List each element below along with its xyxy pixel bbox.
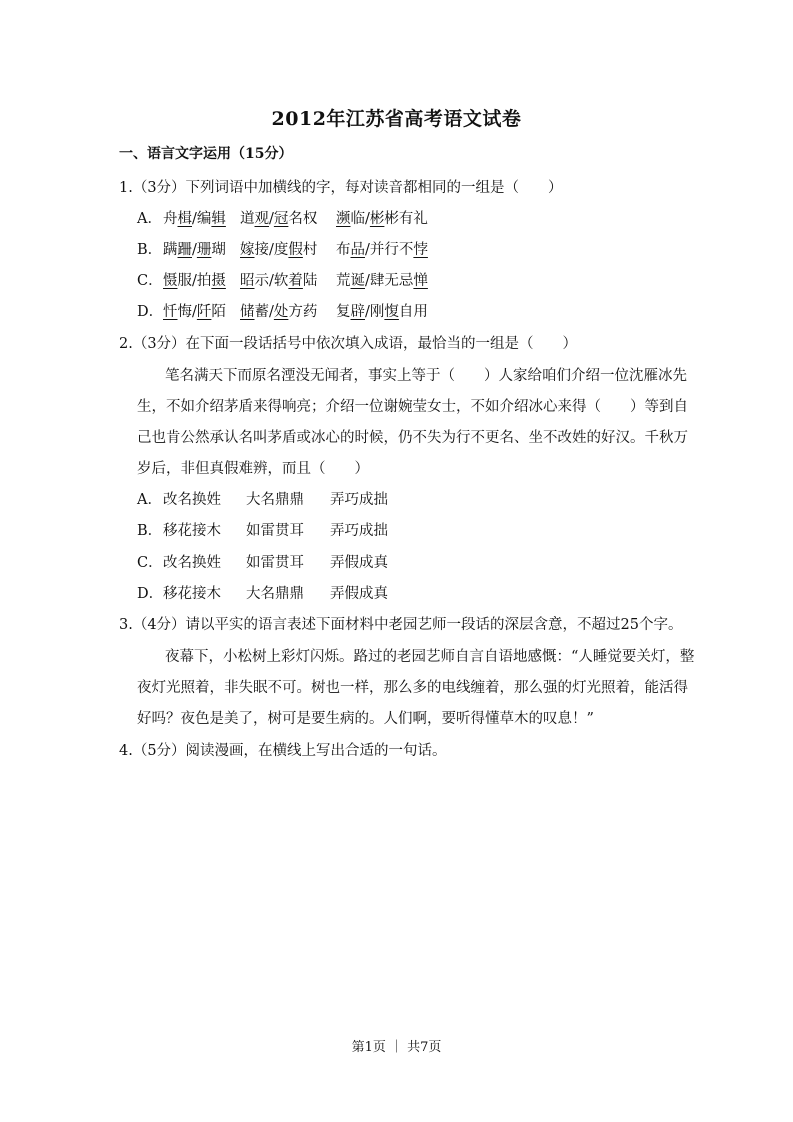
word-text: /编 xyxy=(192,211,212,227)
q2-option-label: B． xyxy=(137,523,163,539)
underlined-char: 昭 xyxy=(240,273,255,289)
underlined-char: 着 xyxy=(288,273,303,289)
underlined-char: 嫁 xyxy=(240,242,255,258)
section-heading: 一、语言文字运用（15分） xyxy=(119,146,293,162)
q2-option-idiom: 弄假成真 xyxy=(330,555,388,571)
underlined-char: 冠 xyxy=(273,211,289,227)
q2-para-line: 岁后，非但真假难辨，而且（ ） xyxy=(137,461,369,477)
word-text: /并行不 xyxy=(365,242,414,258)
q2-option-idiom: 改名换姓 xyxy=(163,492,221,508)
word-text: 村 xyxy=(302,242,318,258)
q1-option-label: A． xyxy=(137,211,162,227)
q1-option-word xyxy=(240,269,317,290)
q2-option-label: A． xyxy=(137,492,162,508)
word-text: 蹒 xyxy=(163,242,178,258)
q2-option-label: D． xyxy=(137,586,164,602)
word-text: 服/拍 xyxy=(177,273,212,289)
word-text: 舟 xyxy=(163,211,178,227)
q1-option-label: C． xyxy=(137,273,163,289)
underlined-char: 跚 xyxy=(177,242,192,258)
underlined-char: 忏 xyxy=(163,304,178,320)
q2-option-idiom: 移花接木 xyxy=(163,586,221,602)
word-text: 自用 xyxy=(398,304,428,320)
q2-option-idiom: 弄巧成拙 xyxy=(330,523,388,539)
word-text: / xyxy=(269,211,274,227)
underlined-char: 储 xyxy=(240,304,255,320)
word-text: 布 xyxy=(336,242,351,258)
q3-para-line: 夜灯光照着，非失眠不可。树也一样，那么多的电线缠着，那么强的灯光照着，能活得 xyxy=(137,680,688,696)
underlined-char: 慑 xyxy=(163,273,178,289)
q3-para-line: 夜幕下，小松树上彩灯闪烁。路过的老园艺师自言自语地感慨：“人睡觉要关灯，整 xyxy=(165,649,695,665)
q2-para-line: 己也肯公然承认名叫茅盾或冰心的时候，仍不失为行不更名、坐不改姓的好汉。千秋万 xyxy=(137,430,688,446)
q1-option-word xyxy=(336,269,428,290)
q3-stem: 3.（4分）请以平实的语言表述下面材料中老园艺师一段话的深层含意，不超过25个字。 xyxy=(119,617,683,633)
word-text: / xyxy=(192,242,197,258)
page-title: 2012年江苏省高考语文试卷 xyxy=(271,108,522,130)
q1-option-word xyxy=(163,238,226,259)
underlined-char: 愎 xyxy=(384,304,399,320)
word-text: 悔/ xyxy=(177,304,197,320)
q1-option-label: D． xyxy=(137,304,164,320)
underlined-char: 彬 xyxy=(369,211,385,227)
word-text: 方药 xyxy=(288,304,318,320)
underlined-char: 辑 xyxy=(211,211,226,227)
q1-option-word xyxy=(240,207,317,228)
q1-option-word xyxy=(336,300,428,321)
q1-option-word xyxy=(336,207,428,228)
underlined-char: 观 xyxy=(254,211,269,227)
page-footer: 第1页 ｜ 共7页 xyxy=(351,1040,442,1055)
word-text: 彬有礼 xyxy=(384,211,428,227)
word-text: 接/度 xyxy=(254,242,289,258)
underlined-char: 阡 xyxy=(196,304,212,320)
underlined-char: 濒 xyxy=(336,211,351,227)
q1-option-label: B． xyxy=(137,242,163,258)
underlined-char: 品 xyxy=(350,242,365,258)
word-text: /刚 xyxy=(365,304,385,320)
word-text: 道 xyxy=(240,211,255,227)
q2-para-line: 笔名满天下而原名湮没无闻者，事实上等于（ ）人家给咱们介绍一位沈雁冰先 xyxy=(165,368,687,384)
underlined-char: 惮 xyxy=(413,273,428,289)
q1-option-word xyxy=(163,300,226,321)
q2-option-idiom: 移花接木 xyxy=(163,523,221,539)
underlined-char: 悖 xyxy=(413,242,428,258)
word-text: 陆 xyxy=(302,273,318,289)
q1-option-word xyxy=(163,269,226,290)
word-text: /肆无忌 xyxy=(365,273,414,289)
q2-option-idiom: 大名鼎鼎 xyxy=(246,586,304,602)
word-text: 瑚 xyxy=(211,242,226,258)
q4-stem: 4.（5分）阅读漫画，在横线上写出合适的一句话。 xyxy=(119,743,447,759)
underlined-char: 楫 xyxy=(177,211,192,227)
q2-option-idiom: 如雷贯耳 xyxy=(246,555,304,571)
q1-option-word xyxy=(336,238,428,259)
q3-para-line: 好吗？夜色是美了，树可是要生病的。人们啊，要听得懂草木的叹息！” xyxy=(137,711,594,727)
q2-para-line: 生，不如介绍茅盾来得响亮；介绍一位谢婉莹女士，不如介绍冰心来得（ ）等到自 xyxy=(137,399,688,415)
q2-option-idiom: 如雷贯耳 xyxy=(246,523,304,539)
q2-option-label: C． xyxy=(137,555,163,571)
q1-option-word xyxy=(240,238,317,259)
q1-option-word xyxy=(163,207,226,228)
word-text: 示/软 xyxy=(254,273,289,289)
word-text: 复 xyxy=(336,304,351,320)
q2-option-idiom: 大名鼎鼎 xyxy=(246,492,304,508)
word-text: 名权 xyxy=(288,211,318,227)
q2-option-idiom: 弄巧成拙 xyxy=(330,492,388,508)
underlined-char: 辟 xyxy=(350,304,365,320)
q2-option-idiom: 改名换姓 xyxy=(163,555,221,571)
underlined-char: 假 xyxy=(288,242,303,258)
underlined-char: 摄 xyxy=(211,273,226,289)
q1-option-word xyxy=(240,300,317,321)
q1-stem: 1.（3分）下列词语中加横线的字，每对读音都相同的一组是（ ） xyxy=(119,180,563,196)
word-text: 荒 xyxy=(336,273,351,289)
underlined-char: 珊 xyxy=(196,242,212,258)
underlined-char: 诞 xyxy=(350,273,365,289)
q2-stem: 2.（3分）在下面一段话括号中依次填入成语，最恰当的一组是（ ） xyxy=(119,336,578,352)
word-text: 陌 xyxy=(211,304,226,320)
word-text: 蓄/ xyxy=(254,304,274,320)
underlined-char: 处 xyxy=(273,304,289,320)
word-text: 临/ xyxy=(350,211,370,227)
q2-option-idiom: 弄假成真 xyxy=(330,586,388,602)
